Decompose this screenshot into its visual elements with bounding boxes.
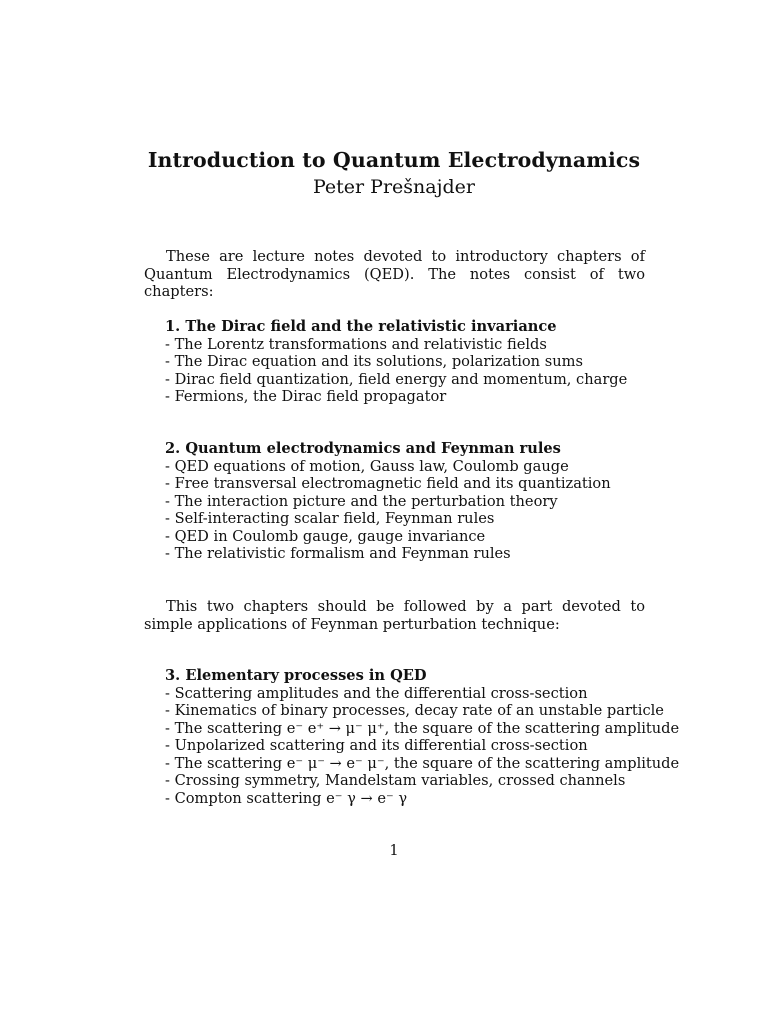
section-item: - QED in Coulomb gauge, gauge invariance (165, 527, 486, 545)
section-heading: 2. Quantum electrodynamics and Feynman rules (165, 440, 561, 457)
section-item: - The scattering e⁻ μ⁻ → e⁻ μ⁻, the square of the scattering amplitude (165, 754, 680, 772)
section-heading: 3. Elementary processes in QED (165, 667, 427, 684)
section-item: - Crossing symmetry, Mandelstam variables, crossed channels (165, 772, 626, 789)
intro-paragraph: These are lecture notes devoted to introductory chapters of Quantum Electrodynamics (QED). The notes consist of two chapters: (144, 248, 645, 300)
section-item: - QED equations of motion, Gauss law, Coulomb gauge (165, 457, 569, 475)
section-item: - The Lorentz transformations and relativistic fields (165, 335, 547, 353)
second-paragraph: This two chapters should be followed by a part devoted to simple applications of Feynman perturbation technique: (144, 598, 645, 633)
section-3 (165, 667, 680, 807)
section-1 (165, 318, 665, 406)
section-item: - Scattering amplitudes and the differential cross-section (165, 684, 588, 702)
document-title: Introduction to Quantum Electrodynamics (147, 148, 641, 172)
section-item: - The Dirac equation and its solutions, polarization sums (165, 353, 583, 370)
section-item: - Dirac field quantization, field energy and momentum, charge (165, 370, 628, 388)
section-heading: 1. The Dirac field and the relativistic invariance (165, 318, 557, 335)
section-item: - Unpolarized scattering and its differential cross-section (165, 737, 588, 754)
section-item: - Compton scattering e⁻ γ → e⁻ γ (165, 789, 408, 807)
section-item: - The interaction picture and the perturbation theory (165, 492, 558, 510)
section-item: - Free transversal electromagnetic field and its quantization (165, 475, 611, 492)
section-item: - Self-interacting scalar field, Feynman rules (165, 510, 495, 527)
section-item: - The relativistic formalism and Feynman rules (165, 545, 511, 562)
section-item: - The scattering e⁻ e⁺ → μ⁻ μ⁺, the square of the scattering amplitude (165, 719, 680, 737)
page-number: 1 (389, 842, 399, 859)
section-2 (165, 440, 665, 563)
section-item: - Fermions, the Dirac field propagator (165, 388, 447, 405)
section-item: - Kinematics of binary processes, decay rate of an unstable particle (165, 702, 664, 719)
document-author: Peter Prešnajder (313, 176, 475, 198)
